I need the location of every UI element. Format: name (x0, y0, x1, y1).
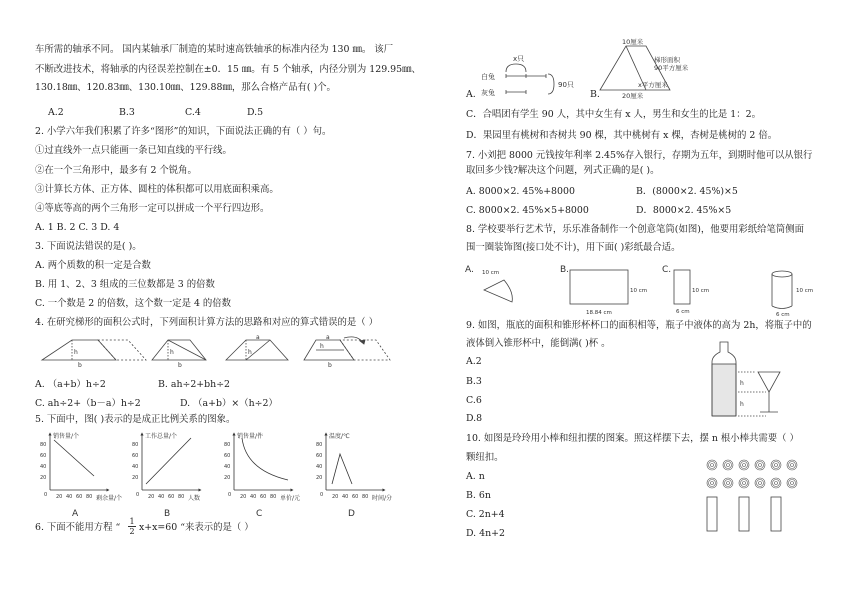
q4-label-b2: b (178, 362, 182, 368)
q4-trapezoid-1 (42, 340, 116, 360)
q7-line1: 7. 小刘把 8000 元钱按年利率 2.45%存入银行，存期为五年，到期时他可以从银行 (466, 150, 813, 161)
q6-bottom-label: 20厘米 (622, 92, 644, 100)
q5-graph-C-ytick: 20 (224, 475, 231, 481)
q5-graph-A-ylabel: 销售量/个 (53, 433, 80, 440)
q5-graph-B-origin: 0 (136, 492, 140, 498)
q5-graph-B-ytick: 40 (132, 464, 139, 470)
q10-button (739, 478, 749, 488)
q8-cylinder-width: 6 cm (776, 312, 790, 317)
q5-graph-A-curve (54, 440, 94, 476)
q5-graph-B-ytick: 20 (132, 475, 139, 481)
q4-stem: 4. 在研究梯形的面积公式时，下列面积计算方法的思路和对应的算式错误的是（ ） (35, 317, 379, 328)
q5-graph-A-xtick: 60 (76, 494, 83, 500)
q4-label-h4: h (320, 343, 324, 350)
q1-option-c: C.4 (185, 107, 201, 118)
q8-cylinder-height: 10 cm (796, 288, 814, 294)
q9-option-c: C.6 (466, 395, 482, 406)
q5-graph-A-ytick: 60 (40, 453, 47, 459)
q9-option-a: A.2 (466, 356, 482, 367)
q7-option-d: D．8000×2. 45%×5 (636, 205, 732, 216)
q5-stem: 5. 下面中，图( )表示的是成正比例关系的图象。 (35, 414, 236, 425)
q5-graph-D-xtick: 20 (332, 494, 339, 500)
q5-graph-B-ylabel: 工作总量/个 (145, 433, 178, 440)
q1-option-d: D.5 (247, 107, 264, 118)
q10-option-b: B. 6n (466, 490, 491, 501)
q2-statement-3: ③计算长方体、正方体、圆柱的体积都可以用底面积乘高。 (35, 184, 279, 195)
q8-rect-paper-c (674, 270, 690, 304)
q5-graph-C-xtick: 80 (270, 494, 277, 500)
q3-stem: 3. 下面说法错误的是( )。 (35, 241, 142, 252)
q5-graph-C-ytick: 40 (224, 464, 231, 470)
q3-option-b: B. 用 1、2、3 组成的三位数都是 3 的倍数 (35, 279, 215, 290)
q6-rabbit-white-label: 白兔 (481, 73, 495, 81)
q4-label-a3: a (256, 334, 260, 341)
q10-stick-pattern (688, 455, 818, 540)
q6-rabbit-diagram (478, 48, 588, 100)
q1-option-b: B.3 (119, 107, 135, 118)
q5-graph-A-ytick: 20 (40, 475, 47, 481)
q5-graph-D-xlabel: 时间/分 (372, 495, 393, 502)
q1-option-a: A.2 (48, 107, 64, 118)
q4-label-h1: h (74, 349, 78, 356)
q5-graph-B-letter: B (164, 509, 171, 519)
q5-graph-C-xtick: 60 (260, 494, 267, 500)
q6-rabbit-gray-label: 灰兔 (481, 89, 495, 97)
q10-stick-1 (707, 497, 717, 531)
q10-line2: 颗纽扣。 (466, 452, 504, 463)
q8-c-height: 10 cm (692, 288, 710, 294)
q4-option-c: C. ah÷2+（b－a）h÷2 (35, 398, 141, 409)
q5-graph-A-ytick: 40 (40, 464, 47, 470)
q5-graph-C-curve (242, 438, 288, 480)
q5-graph-A-xtick: 20 (56, 494, 63, 500)
q10-button (771, 460, 781, 470)
q5-graph-C-xlabel: 单价/元 (280, 495, 301, 502)
q2-statement-1: ①过直线外一点只能画一条已知直线的平行线。 (35, 145, 232, 156)
q6-top-label: 10厘米 (622, 38, 644, 46)
q9-line2: 液体倒入锥形杯中，能倒满( )杯 。 (466, 338, 611, 349)
q10-button (787, 478, 797, 488)
q10-stick-3 (771, 497, 781, 531)
q7-option-a: A. 8000×2. 45%+8000 (466, 186, 575, 197)
q10-option-c: C. 2n+4 (466, 509, 505, 520)
q6-fraction-numerator: 1 (129, 517, 135, 526)
q4-trapezoid-4-copy (340, 340, 390, 360)
q4-option-d: D. （a+b）×（h÷2） (180, 398, 278, 409)
q10-option-a: A. n (466, 471, 485, 482)
q8-paper-figures (462, 262, 832, 317)
q5-graph-B-xlabel: 人数 (188, 495, 201, 502)
q4-label-b1: b (78, 362, 82, 368)
q5-graph-A-xlabel: 剩余量/个 (96, 495, 123, 502)
q7-option-c: C. 8000×2. 45%×5+8000 (466, 205, 589, 216)
q5-graph-D-ylabel: 温度/℃ (329, 433, 350, 440)
q8-b-height: 10 cm (630, 288, 648, 294)
q9-cone-cup (758, 372, 780, 392)
q2-stem: 2. 小学六年我们积累了许多“图形”的知识，下面说法正确的有（ ）句。 (35, 126, 332, 137)
q5-graph-A (40, 432, 122, 519)
q8-c-width: 6 cm (676, 309, 690, 315)
q5-graphs (34, 428, 404, 520)
q10-button (723, 478, 733, 488)
q4-label-h3: h (248, 349, 252, 356)
q9-h-label-2: h (740, 401, 744, 408)
q5-graph-D-curve (332, 454, 352, 484)
q5-graph-C-ytick: 80 (224, 442, 231, 448)
q5-graph-B-curve (146, 438, 191, 484)
q5-graph-B-xtick: 60 (168, 494, 175, 500)
q10-button (723, 460, 733, 470)
q6-fraction-denominator: 2 (129, 527, 135, 536)
q5-graph-C-origin: 0 (228, 492, 232, 498)
q6-option-b-letter: B. (590, 89, 600, 100)
q10-button (771, 478, 781, 488)
q5-graph-B-xtick: 20 (148, 494, 155, 500)
q2-options: A. 1 B. 2 C. 3 D. 4 (35, 222, 120, 233)
q5-graph-B-xtick: 80 (178, 494, 185, 500)
q5-graph-A-ytick: 80 (40, 442, 47, 448)
q8-line1: 8. 学校要举行艺术节，乐乐准备制作一个创意笔筒(如图)，他要用彩纸给笔筒侧面 (466, 224, 804, 235)
q8-cylinder-top (772, 271, 792, 277)
q9-h-label-1: h (740, 380, 744, 387)
q8-line2: 围一圈装饰图(接口处不计)，用下面( )彩纸最合适。 (466, 242, 681, 253)
q10-button (787, 460, 797, 470)
q4-label-h2: h (170, 349, 174, 356)
q4-label-a4: a (326, 334, 330, 341)
q4-trapezoid-1-copy (98, 340, 146, 360)
q8-sector-paper (484, 280, 512, 302)
q6-area-label-1: 梯形面积 (654, 56, 680, 64)
q8-b-width: 18.84 cm (586, 310, 612, 316)
q5-graph-C-xtick: 40 (250, 494, 257, 500)
q9-option-b: B.3 (466, 376, 482, 387)
q5-graph-D-ytick: 20 (316, 475, 323, 481)
q5-graph-B-ytick: 60 (132, 453, 139, 459)
q8-cylinder-bottom (772, 306, 792, 309)
q4-label-b4: b (328, 362, 332, 368)
q5-graph-D-origin: 0 (320, 492, 324, 498)
q5-graph-D (316, 432, 392, 519)
q4-trapezoid-2 (152, 340, 206, 360)
q6-x-label: x只 (513, 55, 525, 63)
q5-graph-C (224, 432, 300, 519)
q8-option-a-letter: A. (465, 265, 474, 275)
q10-button (707, 460, 717, 470)
q5-graph-B-xtick: 40 (158, 494, 165, 500)
q5-graph-C-xtick: 20 (240, 494, 247, 500)
q10-line1: 10. 如图是玲玲用小棒和纽扣摆的图案。照这样摆下去，摆 n 根小棒共需要（ ） (466, 433, 799, 444)
q5-graph-B (132, 432, 200, 519)
q5-graph-A-xtick: 80 (86, 494, 93, 500)
q10-option-d: D. 4n+2 (466, 528, 505, 539)
q5-graph-A-xtick: 40 (66, 494, 73, 500)
q6-option-c: C．合唱团有学生 90 人，其中女生有 x 人，男生和女生的比是 1：2。 (466, 109, 761, 120)
q5-graph-A-letter: A (72, 509, 79, 519)
q3-option-c: C. 一个数是 2 的倍数，这个数一定是 4 的倍数 (35, 298, 232, 309)
q1-line2: 不断改进技术，将轴承的内径误差控制在±0．15 ㎜。有 5 个轴承，内径分别为 129.95㎜、 (35, 64, 421, 75)
q4-option-b: B. ah÷2+bh÷2 (158, 379, 231, 390)
q2-statement-2: ②在一个三角形中，最多有 2 个锐角。 (35, 165, 197, 176)
q6-area-label-2: 90平方厘米 (654, 64, 689, 72)
q9-liquid (712, 364, 736, 416)
q2-statement-4: ④等底等高的两个三角形一定可以拼成一个平行四边形。 (35, 203, 270, 214)
q6-stem-suffix: x+x=60 “来表示的是（ ） (139, 522, 254, 533)
q9-bottle-and-cup (700, 340, 800, 422)
q4-option-a: A. （a+b）h÷2 (35, 379, 106, 390)
q4-trapezoid-figures (38, 334, 396, 368)
q6-x-area-label: x平方厘米 (638, 81, 668, 89)
q8-a-dim: 10 cm (482, 270, 500, 276)
q5-graph-D-ytick: 80 (316, 442, 323, 448)
q10-button (755, 460, 765, 470)
q7-line2: 取回多少钱?解决这个问题，列式正确的是( )。 (466, 165, 660, 176)
q6-total-label: 90只 (558, 81, 574, 89)
q5-graph-D-ytick: 60 (316, 453, 323, 459)
q5-graph-B-ytick: 80 (132, 442, 139, 448)
q9-option-d: D.8 (466, 413, 483, 424)
q5-graph-C-ytick: 60 (224, 453, 231, 459)
q5-graph-D-xtick: 60 (352, 494, 359, 500)
q5-graph-D-ytick: 40 (316, 464, 323, 470)
q10-stick-2 (739, 497, 749, 531)
q5-graph-A-origin: 0 (44, 492, 48, 498)
q9-line1: 9. 如图，瓶底的面积和锥形杯杯口的面积相等，瓶子中液体的高为 2h，将瓶子中的 (466, 320, 812, 331)
q1-line3: 130.18㎜、120.83㎜、130.10㎜、129.88㎜，那么合格产品有( )个。 (35, 82, 336, 93)
q10-button (739, 460, 749, 470)
q8-option-c-letter: C. (662, 265, 672, 275)
q5-graph-C-letter: C (256, 509, 263, 519)
q4-trapezoid-3 (226, 340, 288, 360)
q5-graph-D-letter: D (348, 509, 355, 519)
q6-option-a-letter: A. (466, 89, 476, 100)
q6-option-d: D．果园里有桃树和杏树共 90 棵，其中桃树有 x 棵，杏树是桃树的 2 倍。 (466, 130, 778, 141)
q8-rect-paper-b (570, 270, 628, 304)
q7-option-b: B．(8000×2. 45%)×5 (636, 186, 738, 197)
q6-trapezoid-diagram (598, 38, 718, 100)
q10-button (755, 478, 765, 488)
q5-graph-D-xtick: 80 (362, 494, 369, 500)
q8-option-b-letter: B. (560, 265, 570, 275)
q5-graph-D-xtick: 40 (342, 494, 349, 500)
q6-fraction (128, 517, 136, 536)
q1-line1: 车所需的轴承不同。 国内某轴承厂制造的某时速高铁轴承的标准内径为 130 ㎜。 该厂 (35, 44, 393, 55)
q10-button (707, 478, 717, 488)
q3-option-a: A. 两个质数的积一定是合数 (35, 260, 151, 271)
q5-graph-C-ylabel: 销售量/件 (237, 433, 264, 440)
q6-stem-prefix: 6. 下面不能用方程 “ (35, 522, 121, 533)
